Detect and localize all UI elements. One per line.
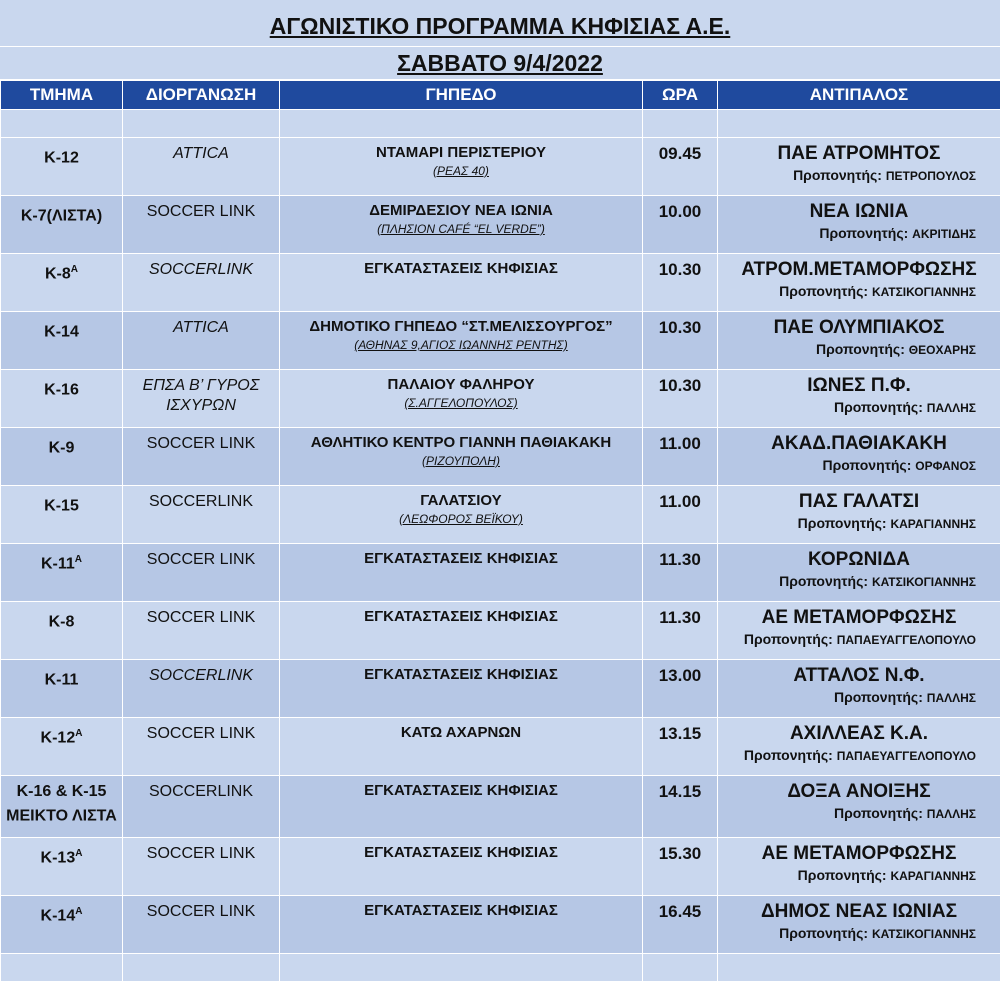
coach-label: Προπονητής: (744, 747, 833, 763)
coach-line (718, 282, 1000, 301)
dept-label: Κ-8 (45, 265, 71, 282)
venue-address: (ΑΘΗΝΑΣ 9,ΑΓΙΟΣ ΙΩΑΝΝΗΣ ΡΕΝΤΗΣ) (280, 336, 642, 354)
competition-cell: ATTICA (123, 312, 280, 370)
time-cell: 11.00 (643, 486, 718, 544)
coach-label: Προπονητής: (798, 515, 887, 531)
venue-address: (ΡΕΑΣ 40) (280, 162, 642, 180)
table-header-row (1, 81, 1000, 110)
coach-line (718, 456, 1000, 475)
dept-label: Κ-14 (44, 323, 79, 340)
opponent-cell (718, 776, 1000, 838)
venue-cell (280, 660, 643, 718)
time-cell: 13.15 (643, 718, 718, 776)
dept-sup: Α (75, 728, 82, 739)
competition-cell: SOCCERLINK (123, 776, 280, 838)
venue-name: ΔΗΜΟΤΙΚΟ ΓΗΠΕΔΟ “ΣΤ.ΜΕΛΙΣΣΟΥΡΓΟΣ” (280, 318, 642, 336)
competition-cell: SOCCER LINK (123, 428, 280, 486)
table-row (1, 254, 1000, 312)
coach-name: ΚΑΡΑΓΙΑΝΝΗΣ (890, 869, 976, 883)
coach-label: Προπονητής: (834, 805, 923, 821)
opponent-name: ΔΗΜΟΣ ΝΕΑΣ ΙΩΝΙΑΣ (718, 900, 1000, 924)
table-row (1, 838, 1000, 896)
dept-cell (1, 896, 123, 954)
venue-name: ΑΘΛΗΤΙΚΟ ΚΕΝΤΡΟ ΓΙΑΝΝΗ ΠΑΘΙΑΚΑΚΗ (280, 434, 642, 452)
venue-address: (ΡΙΖΟΥΠΟΛΗ) (280, 452, 642, 470)
time-cell: 11.00 (643, 428, 718, 486)
competition-cell: SOCCER LINK (123, 544, 280, 602)
venue-address: (ΛΕΩΦΟΡΟΣ ΒΕΪΚΟΥ) (280, 510, 642, 528)
dept-label: Κ-9 (49, 439, 75, 456)
opponent-name: ΑΤΡΟΜ.ΜΕΤΑΜΟΡΦΩΣΗΣ (718, 258, 1000, 282)
opponent-cell (718, 312, 1000, 370)
opponent-name: ΚΟΡΩΝΙΔΑ (718, 548, 1000, 572)
competition-cell: SOCCER LINK (123, 838, 280, 896)
table-row (1, 312, 1000, 370)
venue-name: ΓΑΛΑΤΣΙΟΥ (280, 492, 642, 510)
coach-name: ΘΕΟΧΑΡΗΣ (909, 343, 976, 357)
coach-name: ΚΑΤΣΙΚΟΓΙΑΝΝΗΣ (872, 575, 976, 589)
dept-cell (1, 718, 123, 776)
coach-label: Προπονητής: (798, 867, 887, 883)
dept-label: Κ-16 (44, 381, 79, 398)
time-cell: 11.30 (643, 602, 718, 660)
time-cell: 15.30 (643, 838, 718, 896)
coach-label: Προπονητής: (816, 341, 905, 357)
coach-name: ΟΡΦΑΝΟΣ (915, 459, 976, 473)
coach-label: Προπονητής: (834, 399, 923, 415)
time-cell: 14.15 (643, 776, 718, 838)
opponent-cell (718, 544, 1000, 602)
venue-name: ΠΑΛΑΙΟΥ ΦΑΛΗΡΟΥ (280, 376, 642, 394)
dept-cell (1, 776, 123, 838)
dept-cell (1, 486, 123, 544)
opponent-cell (718, 718, 1000, 776)
competition-cell: ATTICA (123, 138, 280, 196)
table-row (1, 196, 1000, 254)
dept-cell (1, 544, 123, 602)
competition-cell: SOCCER LINK (123, 896, 280, 954)
opponent-name: ΑΕ ΜΕΤΑΜΟΡΦΩΣΗΣ (718, 842, 1000, 866)
col-header-venue: ΓΗΠΕΔΟ (280, 81, 643, 110)
opponent-cell (718, 370, 1000, 428)
venue-cell (280, 428, 643, 486)
venue-name: ΕΓΚΑΤΑΣΤΑΣΕΙΣ ΚΗΦΙΣΙΑΣ (280, 844, 642, 862)
dept-label: Κ-12 (41, 729, 76, 746)
opponent-cell (718, 486, 1000, 544)
coach-label: Προπονητής: (834, 689, 923, 705)
dept-label: Κ-13 (41, 849, 76, 866)
opponent-cell (718, 254, 1000, 312)
spacer-row (1, 110, 1000, 138)
opponent-name: ΠΑΕ ΑΤΡΟΜΗΤΟΣ (718, 142, 1000, 166)
opponent-name: ΑΧΙΛΛΕΑΣ Κ.Α. (718, 722, 1000, 746)
opponent-cell (718, 196, 1000, 254)
coach-line (718, 398, 1000, 417)
venue-cell (280, 254, 643, 312)
competition-cell: SOCCER LINK (123, 718, 280, 776)
time-cell: 10.30 (643, 370, 718, 428)
venue-name: ΕΓΚΑΤΑΣΤΑΣΕΙΣ ΚΗΦΙΣΙΑΣ (280, 902, 642, 920)
venue-address: (Σ.ΑΓΓΕΛΟΠΟΥΛΟΣ) (280, 394, 642, 412)
dept-cell (1, 196, 123, 254)
col-header-time: ΩΡΑ (643, 81, 718, 110)
coach-line (718, 514, 1000, 533)
dept-label: Κ-8 (49, 613, 75, 630)
venue-name: ΕΓΚΑΤΑΣΤΑΣΕΙΣ ΚΗΦΙΣΙΑΣ (280, 666, 642, 684)
coach-name: ΠΕΤΡΟΠΟΥΛΟΣ (886, 169, 976, 183)
coach-label: Προπονητής: (744, 631, 833, 647)
coach-line (718, 746, 1000, 765)
venue-cell (280, 718, 643, 776)
dept-cell (1, 138, 123, 196)
venue-cell (280, 896, 643, 954)
table-row (1, 776, 1000, 838)
competition-cell: SOCCER LINK (123, 196, 280, 254)
venue-name: ΝΤΑΜΑΡΙ ΠΕΡΙΣΤΕΡΙΟΥ (280, 144, 642, 162)
coach-line (718, 866, 1000, 885)
coach-name: ΠΑΛΛΗΣ (927, 401, 976, 415)
opponent-name: ΔΟΞΑ ΑΝΟΙΞΗΣ (718, 780, 1000, 804)
coach-name: ΠΑΠΑΕΥΑΓΓΕΛΟΠΟΥΛΟ (837, 749, 976, 763)
competition-cell: SOCCERLINK (123, 254, 280, 312)
venue-name: ΕΓΚΑΤΑΣΤΑΣΕΙΣ ΚΗΦΙΣΙΑΣ (280, 608, 642, 626)
col-header-competition: ΔΙΟΡΓΑΝΩΣΗ (123, 81, 280, 110)
venue-cell (280, 312, 643, 370)
table-row (1, 428, 1000, 486)
time-cell: 11.30 (643, 544, 718, 602)
dept-sup: Α (75, 554, 82, 565)
dept-label: Κ-12 (44, 149, 79, 166)
dept-cell (1, 370, 123, 428)
venue-name: ΚΑΤΩ ΑΧΑΡΝΩΝ (280, 724, 642, 742)
dept-label: Κ-14 (41, 907, 76, 924)
dept-cell (1, 428, 123, 486)
schedule-table (0, 80, 1000, 982)
table-row (1, 718, 1000, 776)
coach-name: ΚΑΤΣΙΚΟΓΙΑΝΝΗΣ (872, 285, 976, 299)
dept-sup: Α (71, 264, 78, 275)
dept-label: Κ-11 (41, 555, 75, 572)
dept-label: Κ-16 & Κ-15 ΜΕΙΚΤΟ ΛΙΣΤΑ (6, 783, 117, 824)
venue-cell (280, 196, 643, 254)
opponent-cell (718, 838, 1000, 896)
venue-name: ΕΓΚΑΤΑΣΤΑΣΕΙΣ ΚΗΦΙΣΙΑΣ (280, 550, 642, 568)
time-cell: 16.45 (643, 896, 718, 954)
venue-name: ΔΕΜΙΡΔΕΣΙΟΥ ΝΕΑ ΙΩΝΙΑ (280, 202, 642, 220)
dept-sup: Α (75, 906, 82, 917)
col-header-opponent: ΑΝΤΙΠΑΛΟΣ (718, 81, 1000, 110)
competition-cell: ΕΠΣΑ Β’ ΓΥΡΟΣ ΙΣΧΥΡΩΝ (123, 370, 280, 428)
dept-cell (1, 660, 123, 718)
coach-name: ΠΑΛΛΗΣ (927, 691, 976, 705)
opponent-name: ΑΤΤΑΛΟΣ Ν.Φ. (718, 664, 1000, 688)
venue-cell (280, 486, 643, 544)
coach-name: ΠΑΠΑΕΥΑΓΓΕΛΟΠΟΥΛΟ (837, 633, 976, 647)
opponent-name: ΙΩΝΕΣ Π.Φ. (718, 374, 1000, 398)
opponent-cell (718, 138, 1000, 196)
schedule-date: ΣΑΒΒΑΤΟ 9/4/2022 (0, 47, 1000, 80)
coach-label: Προπονητής: (779, 925, 868, 941)
coach-line (718, 224, 1000, 243)
opponent-name: ΑΕ ΜΕΤΑΜΟΡΦΩΣΗΣ (718, 606, 1000, 630)
time-cell: 10.30 (643, 254, 718, 312)
coach-line (718, 166, 1000, 185)
opponent-cell (718, 896, 1000, 954)
venue-name: ΕΓΚΑΤΑΣΤΑΣΕΙΣ ΚΗΦΙΣΙΑΣ (280, 260, 642, 278)
opponent-name: ΑΚΑΔ.ΠΑΘΙΑΚΑΚΗ (718, 432, 1000, 456)
dept-label: Κ-15 (44, 497, 79, 514)
coach-line (718, 924, 1000, 943)
coach-label: Προπονητής: (822, 457, 911, 473)
venue-cell (280, 838, 643, 896)
time-cell: 10.30 (643, 312, 718, 370)
coach-name: ΚΑΤΣΙΚΟΓΙΑΝΝΗΣ (872, 927, 976, 941)
dept-label: Κ-7(ΛΙΣΤΑ) (21, 207, 102, 224)
dept-cell (1, 602, 123, 660)
dept-cell (1, 312, 123, 370)
opponent-cell (718, 602, 1000, 660)
time-cell: 13.00 (643, 660, 718, 718)
venue-cell (280, 138, 643, 196)
table-row (1, 660, 1000, 718)
opponent-cell (718, 660, 1000, 718)
col-header-dept: ΤΜΗΜΑ (1, 81, 123, 110)
coach-line (718, 688, 1000, 707)
venue-cell (280, 544, 643, 602)
dept-sup: Α (75, 848, 82, 859)
opponent-name: ΝΕΑ ΙΩΝΙΑ (718, 200, 1000, 224)
competition-cell: SOCCERLINK (123, 660, 280, 718)
coach-name: ΑΚΡΙΤΙΔΗΣ (912, 227, 976, 241)
venue-cell (280, 370, 643, 428)
venue-cell (280, 602, 643, 660)
dept-label: Κ-11 (45, 671, 79, 688)
coach-label: Προπονητής: (793, 167, 882, 183)
coach-label: Προπονητής: (779, 573, 868, 589)
spacer-row (1, 954, 1000, 982)
coach-line (718, 340, 1000, 359)
time-cell: 09.45 (643, 138, 718, 196)
opponent-name: ΠΑΣ ΓΑΛΑΤΣΙ (718, 490, 1000, 514)
venue-name: ΕΓΚΑΤΑΣΤΑΣΕΙΣ ΚΗΦΙΣΙΑΣ (280, 782, 642, 800)
coach-label: Προπονητής: (819, 225, 908, 241)
table-row (1, 370, 1000, 428)
coach-line (718, 630, 1000, 649)
table-row (1, 602, 1000, 660)
opponent-cell (718, 428, 1000, 486)
venue-cell (280, 776, 643, 838)
time-cell: 10.00 (643, 196, 718, 254)
coach-name: ΚΑΡΑΓΙΑΝΝΗΣ (890, 517, 976, 531)
coach-name: ΠΑΛΛΗΣ (927, 807, 976, 821)
competition-cell: SOCCERLINK (123, 486, 280, 544)
coach-line (718, 572, 1000, 591)
coach-label: Προπονητής: (779, 283, 868, 299)
table-row (1, 138, 1000, 196)
venue-address: (ΠΛΗΣΙΟΝ CAFÉ “EL VERDE”) (280, 220, 642, 238)
table-row (1, 896, 1000, 954)
table-row (1, 486, 1000, 544)
dept-cell (1, 838, 123, 896)
competition-cell: SOCCER LINK (123, 602, 280, 660)
page-title: ΑΓΩΝΙΣΤΙΚΟ ΠΡΟΓΡΑΜΜΑ ΚΗΦΙΣΙΑΣ Α.Ε. (0, 0, 1000, 47)
dept-cell (1, 254, 123, 312)
coach-line (718, 804, 1000, 823)
opponent-name: ΠΑΕ ΟΛΥΜΠΙΑΚΟΣ (718, 316, 1000, 340)
table-row (1, 544, 1000, 602)
